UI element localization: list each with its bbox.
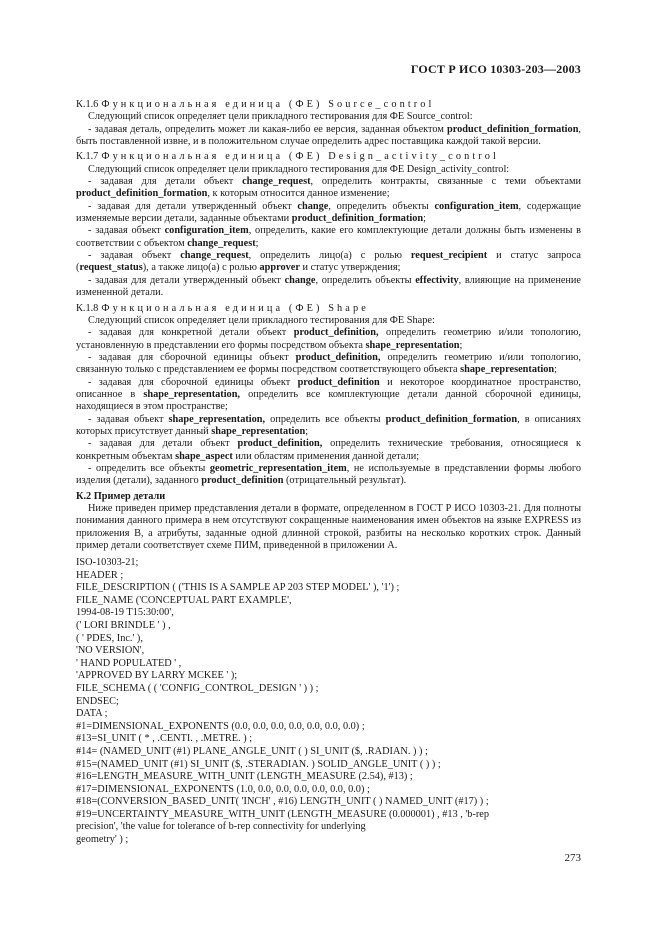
list-item: - задавая объект configuration_item, определить, какие его комплектующие детали должны быть изменены в соответствии с объектом change_request; bbox=[76, 225, 581, 249]
list-item: - задавая для детали утвержденный объект change, определить объекты configuration_item, содержащие изменяемые версии детали, заданные объектами product_definition_formation; bbox=[76, 200, 581, 225]
code-line: #13=SI_UNIT ( * , .CENTI. , .METRE. ) ; bbox=[76, 733, 253, 745]
document-header: ГОСТ Р ИСО 10303-203—2003 bbox=[410, 62, 581, 76]
list-item: - определить все объекты geometric_representation_item, не используемые в представлении формы любого изделия (детали), заданного product_definition (отрицательный результат). bbox=[76, 462, 582, 487]
list-item: - задавая для детали объект product_definition, определить технические требования, относящиеся к конкретным объектам shape_aspect или областям применения данной детали; bbox=[76, 438, 582, 462]
list-item: - задавая для детали объект change_request, определить контракты, связанные с теми объектами product_definition_formation, к которым относится данное изменение; bbox=[76, 176, 582, 200]
code-line: HEADER ; bbox=[76, 569, 124, 581]
code-line: precision', 'the value for tolerance of b-rep connectivity for underlying bbox=[76, 821, 366, 833]
code-line: 'NO VERSION', bbox=[76, 645, 145, 657]
section-heading-k2: К.2 Пример детали bbox=[76, 490, 166, 502]
code-line: #15=(NAMED_UNIT (#1) SI_UNIT ($, .STERADIAN. ) SOLID_ANGLE_UNIT ( ) ) ; bbox=[76, 758, 441, 770]
section-heading-k16: К.1.6 Функциональная единица (ФЕ) Source_control bbox=[76, 99, 435, 110]
code-line: #17=DIMENSIONAL_EXPONENTS (1.0, 0.0, 0.0, 0.0, 0.0, 0.0, 0.0) ; bbox=[76, 783, 370, 795]
code-line: FILE_SCHEMA ( ( 'CONFIG_CONTROL_DESIGN ' ) ) ; bbox=[76, 682, 319, 694]
section-heading-k17: К.1.7 Функциональная единица (ФЕ) Design_activity_control bbox=[76, 151, 500, 163]
code-line: #1=DIMENSIONAL_EXPONENTS (0.0, 0.0, 0.0, 0.0, 0.0, 0.0, 0.0) ; bbox=[76, 720, 365, 732]
list-item: - задавая для сборочной единицы объект product_definition, определить геометрию и/или топологию, связанную только с представлением ее формы посредством соответствующего объекта shape_representation; bbox=[76, 351, 581, 376]
code-line: #16=LENGTH_MEASURE_WITH_UNIT (LENGTH_MEASURE (2.54), #13) ; bbox=[76, 771, 413, 783]
list-item: - задавая для конкретной детали объект product_definition, определить геометрию и/или топологию, установленную в представлении его формы посредством объекта shape_representation; bbox=[76, 327, 581, 351]
list-item: - задавая для сборочной единицы объект product_definition и некоторое координатное пространство, описанное в shape_representation, определить все комплектующие детали данной сборочной единицы, находящиеся в этом пространстве; bbox=[76, 376, 582, 413]
code-line: FILE_DESCRIPTION ( ('THIS IS A SAMPLE AP 203 STEP MODEL' ), '1') ; bbox=[76, 582, 400, 594]
code-line: FILE_NAME ('CONCEPTUAL PART EXAMPLE', bbox=[76, 594, 292, 606]
code-line: DATA ; bbox=[76, 708, 108, 720]
list-item: - задавая деталь, определить может ли какая-либо ее версия, заданная объектом product_definition_formation, быть поставленной извне, и в положительном случае определить адрес поставщика каждой такой версии. bbox=[76, 123, 581, 148]
paragraph: Следующий список определяет цели прикладного тестирования для ФЕ Source_control: bbox=[88, 111, 473, 123]
code-line: #19=UNCERTAINTY_MEASURE_WITH_UNIT (LENGTH_MEASURE (0.000001) , #13 , 'b-rep bbox=[76, 808, 489, 820]
code-line: ' HAND POPULATED ' , bbox=[76, 657, 182, 669]
step-code-block bbox=[76, 557, 586, 847]
code-line: #14= (NAMED_UNIT (#1) PLANE_ANGLE_UNIT ( ) SI_UNIT ($, .RADIAN. ) ) ; bbox=[76, 745, 428, 757]
code-line: ENDSEC; bbox=[76, 695, 119, 707]
list-item: - задавая для детали утвержденный объект change, определить объекты effectivity, влияющие на применение измененной детали. bbox=[76, 274, 581, 299]
code-line: #18=(CONVERSION_BASED_UNIT( 'INCH' , #16) LENGTH_UNIT ( ) NAMED_UNIT (#17) ) ; bbox=[76, 796, 489, 808]
code-line: geometry' ) ; bbox=[76, 834, 129, 846]
body-text bbox=[76, 96, 581, 552]
code-line: 1994-08-19 T15:30:00', bbox=[76, 607, 174, 619]
paragraph: Следующий список определяет цели прикладного тестирования для ФЕ Shape: bbox=[88, 314, 435, 326]
code-line: (' LORI BRINDLE ' ) , bbox=[76, 619, 171, 631]
page-number: 273 bbox=[564, 852, 581, 864]
paragraph: Ниже приведен пример представления детали в формате, определенном в ГОСТ Р ИСО 10303-21. Для полноты понимания данного примера в нем отсутствуют сокращенные наименования имен объектов на языке EXPRESS из приложения В, а атрибуты, заданные одной длинной строкой, разбиты на несколько коротких строк. Данный пример детали соответствует схеме ПИМ, приведенной в приложении А. bbox=[76, 503, 581, 552]
code-line: ISO-10303-21; bbox=[76, 557, 139, 568]
section-heading-k18: К.1.8 Функциональная единица (ФЕ) Shape bbox=[76, 302, 369, 314]
code-line: ( ' PDES, Inc.' ), bbox=[76, 632, 143, 644]
code-line: 'APPROVED BY LARRY MCKEE ' ); bbox=[76, 670, 238, 682]
list-item: - задавая объект shape_representation, определить все объекты product_definition_formation, в описаниях которых присутствует данный shape_representation; bbox=[76, 413, 581, 437]
paragraph: Следующий список определяет цели прикладного тестирования для ФЕ Design_activity_control: bbox=[88, 163, 510, 175]
list-item: - задавая объект change_request, определить лицо(а) с ролью request_recipient и статус запроса (request_status), а также лицо(а) с ролью approver и статус утверждения; bbox=[76, 250, 581, 274]
